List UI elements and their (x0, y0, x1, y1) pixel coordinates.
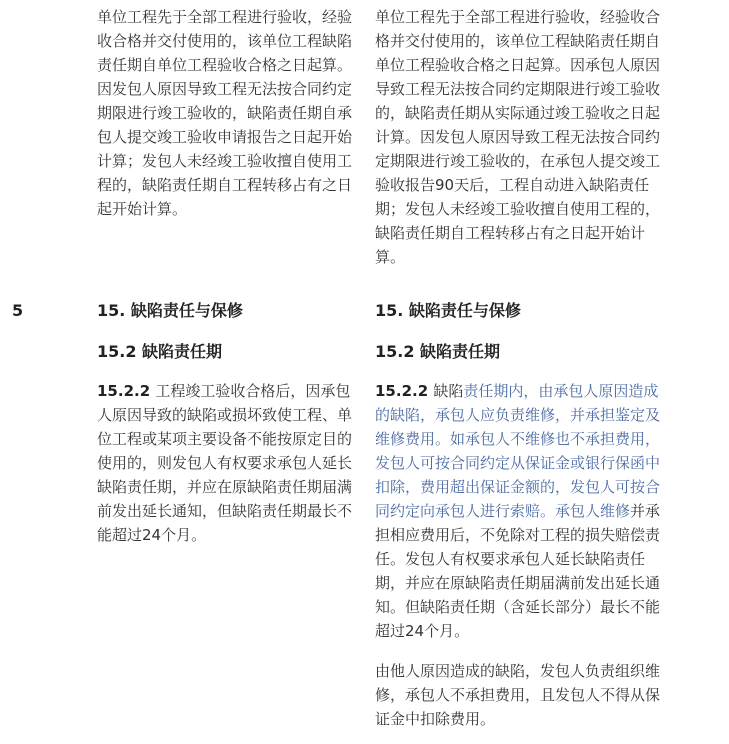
text-line (97, 451, 352, 475)
text-line (97, 5, 352, 29)
text-line (97, 427, 352, 451)
text-line (97, 499, 352, 523)
text-segment: 使用的，则发包人有权要求承包人延长 (97, 454, 353, 472)
highlighted-text: 同约定向承包人进行索赔。承包人维修 (375, 502, 631, 520)
text-segment: 程的，缺陷责任期自工程转移占有之日 (97, 176, 353, 194)
text-line (375, 475, 660, 499)
text-segment: 修，承包人不承担费用，且发包人不得从保 (375, 686, 661, 704)
text-segment: 知。但缺陷责任期（含延长部分）最长不能 (375, 598, 661, 616)
text-segment: 计算；发包人未经竣工验收擅自使用工 (97, 152, 353, 170)
text-segment: 缺陷责任期，并应在原缺陷责任期届满 (97, 478, 353, 496)
text-segment: 由他人原因造成的缺陷，发包人负责组织维 (375, 662, 661, 680)
text-segment: 人原因导致的缺陷或损坏致使工程、单 (97, 406, 353, 424)
text-line (97, 523, 352, 547)
text-segment: 包人提交竣工验收申请报告之日起开始 (97, 128, 353, 146)
text-segment: 格并交付使用的，该单位工程缺陷责任期自 (375, 32, 661, 50)
text-line (375, 427, 660, 451)
text-segment: 责任期自单位工程验收合格之日起算。 (97, 56, 353, 74)
text-line (375, 523, 660, 547)
left-subsection-heading: 15.2 缺陷责任期 (97, 342, 223, 361)
text-line (375, 707, 660, 731)
right-subsection-heading: 15.2 缺陷责任期 (375, 342, 501, 361)
highlighted-text: 扣除，费用超出保证金额的，发包人可按合 (375, 478, 661, 496)
text-line (97, 77, 352, 101)
highlighted-text: 维修费用。如承包人不维修也不承担费用， (375, 430, 661, 448)
text-line (375, 29, 660, 53)
text-line (97, 173, 352, 197)
text-segment: 担相应费用后，不免除对工程的损失赔偿责 (375, 526, 661, 544)
text-line (375, 149, 660, 173)
text-segment: 的，缺陷责任期从实际通过竣工验收之日起 (375, 104, 661, 122)
text-line (375, 77, 660, 101)
text-segment: 期限进行竣工验收的，缺陷责任期自承 (97, 104, 353, 122)
text-segment: 单位工程先于全部工程进行验收，经验收合 (375, 8, 661, 26)
text-segment: 工程竣工验收合格后，因承包 (155, 382, 351, 400)
text-segment: 起开始计算。 (97, 200, 188, 218)
text-line (375, 379, 660, 403)
text-segment: 期，并应在原缺陷责任期届满前发出延长通 (375, 574, 661, 592)
text-line (375, 53, 660, 77)
text-line (375, 403, 660, 427)
text-line (375, 173, 660, 197)
text-line (97, 53, 352, 77)
text-line (375, 221, 660, 245)
text-line (97, 197, 352, 221)
text-line (97, 149, 352, 173)
text-line (97, 29, 352, 53)
text-line (375, 125, 660, 149)
text-segment: 并承 (630, 502, 661, 520)
clause-number: 15.2.2 (375, 382, 434, 400)
text-segment: 缺陷责任期自工程转移占有之日起开始计 (375, 224, 646, 242)
text-segment: 收合格并交付使用的，该单位工程缺陷 (97, 32, 353, 50)
text-segment: 算。 (375, 248, 406, 266)
text-segment: 任。发包人有权要求承包人延长缺陷责任 (375, 550, 646, 568)
clause-number: 15.2.2 (97, 382, 156, 400)
text-line (375, 197, 660, 221)
text-line (375, 659, 660, 683)
text-segment: 计算。因发包人原因导致工程无法按合同约 (375, 128, 661, 146)
text-segment: 位工程或某项主要设备不能按原定目的 (97, 430, 353, 448)
text-segment: 单位工程验收合格之日起算。因承包人原因 (375, 56, 661, 74)
left-section-heading: 15. 缺陷责任与保修 (97, 301, 243, 320)
highlighted-text: 责任期内，由承包人原因造成 (463, 382, 659, 400)
highlighted-text: 发包人可按合同约定从保证金或银行保函中 (375, 454, 661, 472)
text-line (375, 683, 660, 707)
text-line (97, 475, 352, 499)
prev-right-paragraph (375, 5, 660, 269)
text-segment: 能超过24个月。 (97, 526, 207, 544)
highlighted-text: 的缺陷，承包人应负责维修，并承担鉴定及 (375, 406, 661, 424)
text-segment: 单位工程先于全部工程进行验收，经验 (97, 8, 353, 26)
text-segment: 期；发包人未经竣工验收擅自使用工程的， (375, 200, 661, 218)
text-line (97, 125, 352, 149)
row-number: 5 (12, 301, 24, 320)
right-clause-paragraph (375, 379, 660, 643)
text-segment: 导致工程无法按合同约定期限进行竣工验收 (375, 80, 661, 98)
text-segment: 前发出延长通知，但缺陷责任期最长不 (97, 502, 353, 520)
text-line (375, 451, 660, 475)
text-line (97, 403, 352, 427)
text-segment: 验收报告90天后，工程自动进入缺陷责任 (375, 176, 650, 194)
text-line (97, 379, 352, 403)
text-line (375, 101, 660, 125)
text-segment: 定期限进行竣工验收的，在承包人提交竣工 (375, 152, 661, 170)
right-extra-paragraph (375, 659, 660, 731)
text-line (375, 619, 660, 643)
text-segment: 缺陷 (433, 382, 464, 400)
text-line (375, 5, 660, 29)
right-section-heading: 15. 缺陷责任与保修 (375, 301, 521, 320)
text-line (97, 101, 352, 125)
text-line (375, 595, 660, 619)
prev-left-paragraph (97, 5, 352, 221)
text-line (375, 499, 660, 523)
text-line (375, 245, 660, 269)
text-line (375, 571, 660, 595)
text-segment: 超过24个月。 (375, 622, 470, 640)
left-clause-paragraph (97, 379, 352, 547)
text-segment: 因发包人原因导致工程无法按合同约定 (97, 80, 353, 98)
text-line (375, 547, 660, 571)
text-segment: 证金中扣除费用。 (375, 710, 496, 728)
